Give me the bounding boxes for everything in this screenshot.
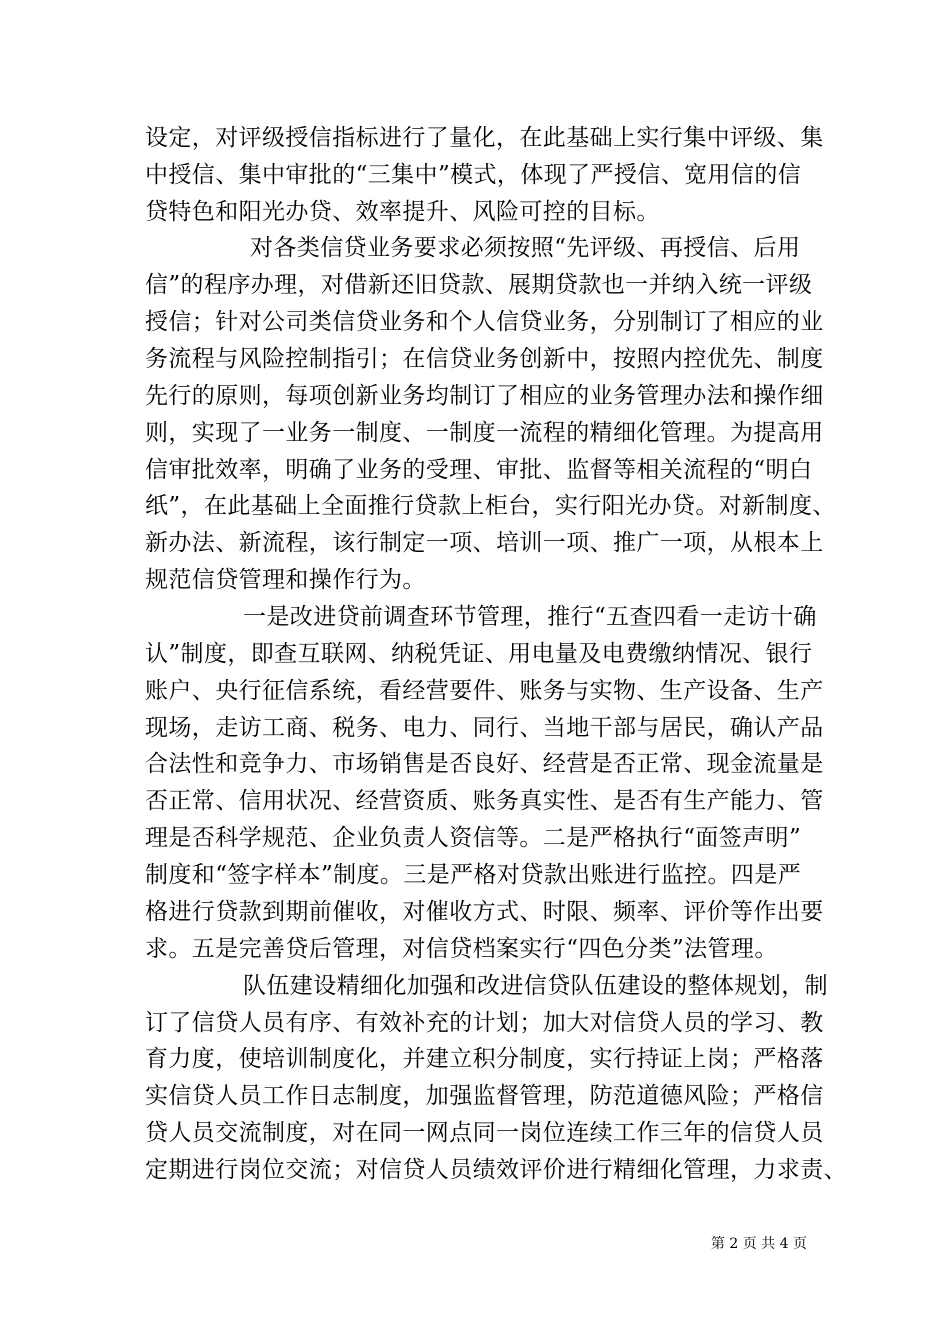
text-line: 求。五是完善贷后管理，对信贷档案实行“四色分类”法管理。 — [145, 936, 778, 962]
text-line: 账户、央行征信系统，看经营要件、账务与实物、生产设备、生产 — [145, 678, 824, 704]
text-line: 新办法、新流程，该行制定一项、培训一项、推广一项，从根本上 — [145, 530, 824, 556]
text-line: 规范信贷管理和操作行为。 — [145, 567, 426, 593]
text-line: 认”制度，即查互联网、纳税凭证、用电量及电费缴纳情况、银行 — [145, 641, 813, 667]
text-line: 信”的程序办理，对借新还旧贷款、展期贷款也一并纳入统一评级 — [145, 272, 813, 298]
text-line: 现场，走访工商、税务、电力、同行、当地干部与居民，确认产品 — [145, 715, 824, 741]
paragraph-start-line: 对各类信贷业务要求必须按照“先评级、再授信、后用 — [250, 235, 801, 261]
text-line: 中授信、集中审批的“三集中”模式，体现了严授信、宽用信的信 — [145, 162, 802, 188]
text-line: 否正常、信用状况、经营资质、账务真实性、是否有生产能力、管 — [145, 788, 824, 814]
text-line: 授信；针对公司类信贷业务和个人信贷业务，分别制订了相应的业 — [145, 309, 824, 335]
text-line: 信审批效率，明确了业务的受理、审批、监督等相关流程的“明白 — [145, 457, 813, 483]
text-line: 理是否科学规范、企业负责人资信等。二是严格执行“面签声明” — [145, 825, 802, 851]
text-line: 合法性和竞争力、市场销售是否良好、经营是否正常、现金流量是 — [145, 751, 824, 777]
text-line: 定期进行岗位交流；对信贷人员绩效评价进行精细化管理，力求责、 — [145, 1157, 847, 1183]
text-line: 先行的原则，每项创新业务均制订了相应的业务管理办法和操作细 — [145, 383, 824, 409]
text-line: 则，实现了一业务一制度、一制度一流程的精细化管理。为提高用 — [145, 420, 824, 446]
text-line: 纸”，在此基础上全面推行贷款上柜台，实行阳光办贷。对新制度、 — [145, 493, 836, 519]
text-line: 设定，对评级授信指标进行了量化，在此基础上实行集中评级、集 — [145, 125, 824, 151]
text-line: 贷特色和阳光办贷、效率提升、风险可控的目标。 — [145, 199, 660, 225]
text-line: 贷人员交流制度，对在同一网点同一岗位连续工作三年的信贷人员 — [145, 1120, 824, 1146]
text-line: 制度和“签字样本”制度。三是严格对贷款出账进行监控。四是严 — [145, 862, 802, 888]
text-line: 育力度，使培训制度化，并建立积分制度，实行持证上岗；严格落 — [145, 1046, 824, 1072]
text-line: 实信贷人员工作日志制度，加强监督管理，防范道德风险；严格信 — [145, 1083, 824, 1109]
page-number-footer: 第 2 页 共 4 页 — [710, 1236, 807, 1252]
text-line: 订了信贷人员有序、有效补充的计划；加大对信贷人员的学习、教 — [145, 1010, 824, 1036]
text-line: 格进行贷款到期前催收，对催收方式、时限、频率、评价等作出要 — [145, 899, 824, 925]
paragraph-start-line: 队伍建设精细化加强和改进信贷队伍建设的整体规划，制 — [243, 973, 828, 999]
paragraph-start-line: 一是改进贷前调查环节管理，推行“五查四看一走访十确 — [243, 604, 817, 630]
text-line: 务流程与风险控制指引；在信贷业务创新中，按照内控优先、制度 — [145, 346, 824, 372]
